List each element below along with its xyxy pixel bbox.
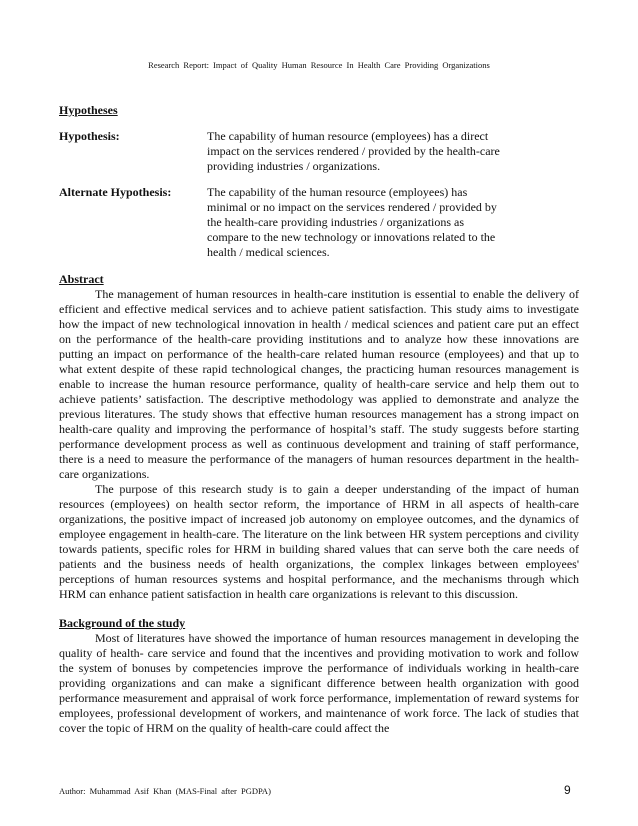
abstract-paragraph-1: The management of human resources in health-care institution is essential to enable the delivery of efficient and effective medical services and to achieve patient satisfaction. This study aims to investigate how the impact of new technological innovation in health / medical sciences and patient care put an effect on the performance of the health-care providing institutions and to analyze how these innovations are putting an impact on performance of the health-care related human resource (employees) and that up to what extent despite of these rapid technological changes, the practicing human resources management is enable to increase the human resource performance, quality of health-care service and help them out to achieve patients’ satisfaction. The descriptive methodology was applied to demonstrate and analyze the previous literatures. The study shows that effective human resources management has a strong impact on health-care quality and improving the performance of hospital’s staff. The study suggests before starting performance development process as well as continuous development and training of staff performance, there is a need to measure the performance of the managers of human resources department in the health-care organizations. <box>59 287 579 481</box>
background-paragraph: Most of literatures have showed the importance of human resources management in developing the quality of health- care service and found that the incentives and providing motivation to work and follow the system of bonuses by competencies improve the performance of individuals working in health-care providing organizations and can make a significant difference between health organization with good performance measurement and appraisal of work force performance, implementation of reward systems for employees, professional development of workers, and maintenance of work force. The lack of studies that cover the topic of HRM on the quality of health-care could affect the <box>59 631 579 735</box>
page-number: 9 <box>564 783 571 797</box>
page-header: Research Report: Impact of Quality Human Resource In Health Care Providing Organizations <box>148 60 490 70</box>
abstract-section <box>59 272 579 602</box>
footer-author: Author: Muhammad Asif Khan (MAS-Final after PGDPA) <box>59 786 271 796</box>
hypotheses-heading: Hypotheses <box>59 103 118 117</box>
hypothesis-label: Hypothesis: <box>59 129 120 143</box>
hypothesis-text: The capability of human resource (employees) has a direct impact on the services rendered / provided by the health-care providing industries / organizations. <box>207 129 500 173</box>
abstract-heading: Abstract <box>59 272 104 286</box>
background-section <box>59 616 579 736</box>
alternate-hypothesis-label: Alternate Hypothesis: <box>59 185 172 199</box>
alternate-hypothesis-row <box>59 185 579 260</box>
alternate-hypothesis-text: The capability of the human resource (employees) has minimal or no impact on the services rendered / provided by the health-care providing industries / organizations as compare to the new technology or innovations related to the health / medical sciences. <box>207 185 497 259</box>
hypothesis-row <box>59 129 579 174</box>
hypotheses-section <box>59 103 579 118</box>
abstract-paragraph-2: The purpose of this research study is to gain a deeper understanding of the impact of human resources (employees) on health sector reform, the importance of HRM in all aspects of health-care organizations, the positive impact of increased job autonomy on employee outcomes, and the dynamics of employee engagement in health-care. The literature on the link between HR system perceptions and civility towards patients, specific roles for HRM in building shared values that can serve both the care needs of patients and the business needs of health organizations, the complex linkages between employees' perceptions of human resources systems and hospital performance, and the mechanisms through which HRM can enhance patient satisfaction in health care organizations is relevant to this discussion. <box>59 482 579 601</box>
background-heading: Background of the study <box>59 616 186 630</box>
